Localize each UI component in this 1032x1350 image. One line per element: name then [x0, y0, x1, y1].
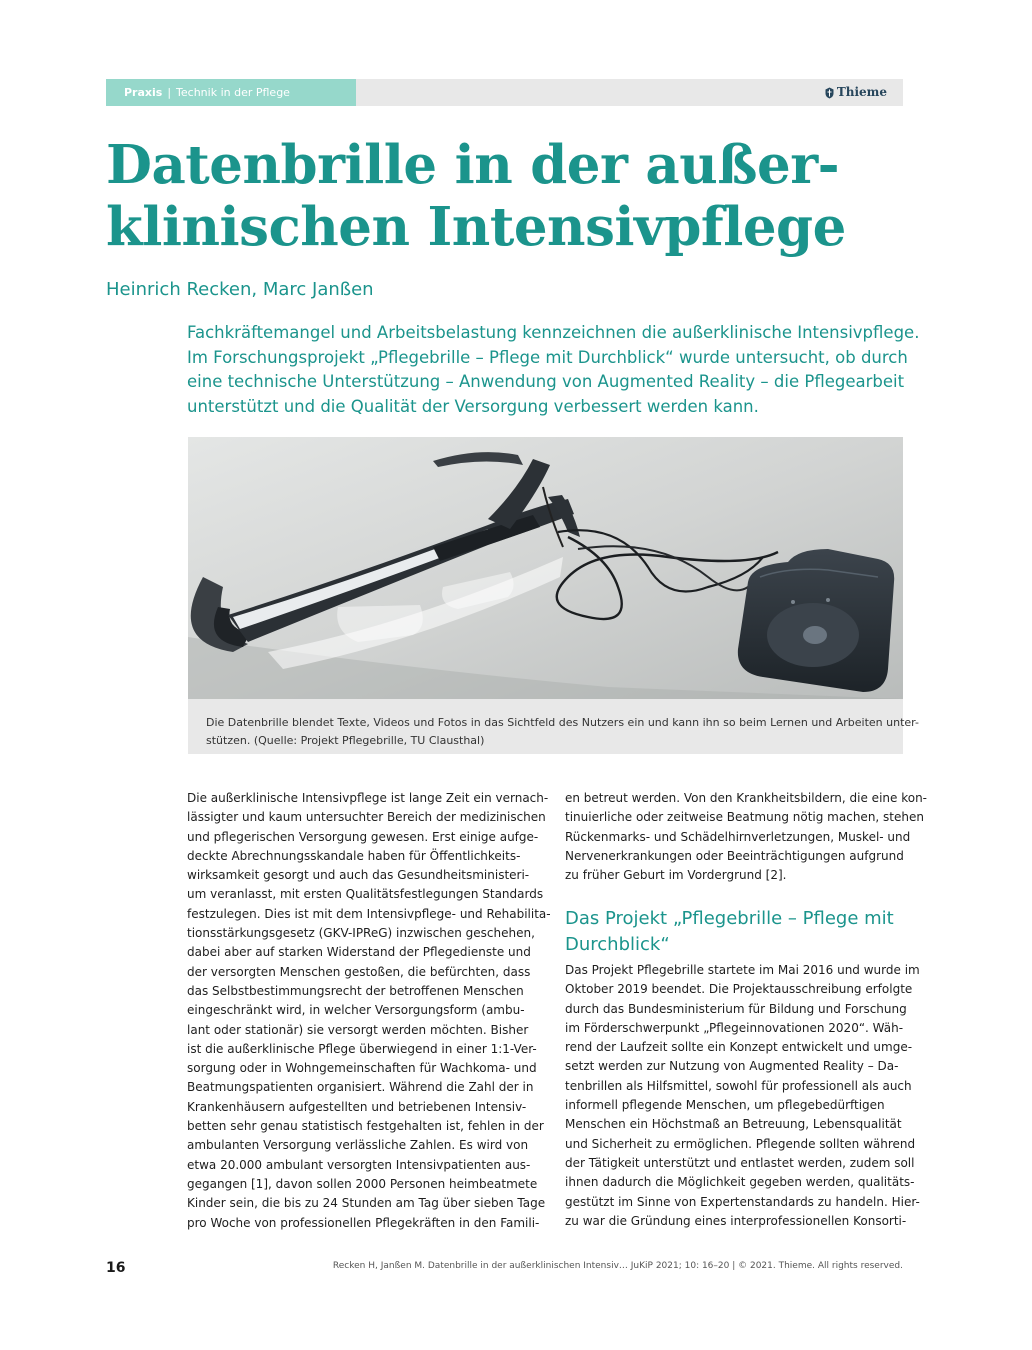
- body-line: zu war die Gründung eines interprofessionellen Konsorti-: [565, 1213, 907, 1228]
- body-column-right-top: [565, 789, 927, 885]
- footer-citation: Recken H, Janßen M. Datenbrille in der außerklinischen Intensiv… JuKiP 2021; 10: 16–20 | © 2021. Thieme. All rights reserved.: [332, 1261, 903, 1271]
- body-line: Oktober 2019 beendet. Die Projektausschreibung erfolgte: [565, 982, 913, 997]
- body-line: etwa 20.000 ambulant versorgten Intensivpatienten aus-: [187, 1157, 531, 1172]
- smart-glasses-photo: [188, 437, 903, 699]
- body-line: informell pflegende Menschen, um pflegebedürftigen: [565, 1098, 885, 1113]
- body-line: der versorgten Menschen gestoßen, die befürchten, dass: [187, 964, 531, 979]
- body-line: um veranlasst, mit ersten Qualitätsfestlegungen Standards: [187, 887, 544, 902]
- page-number: 16: [106, 1260, 126, 1276]
- article-authors: Heinrich Recken, Marc Janßen: [106, 279, 374, 300]
- caption-line: Die Datenbrille blendet Texte, Videos und Fotos in das Sichtfeld des Nutzers ein und kann ihn so beim Lernen und Arbeiten unter-: [206, 716, 919, 729]
- body-line: betten sehr genau statistisch festgehalten ist, fehlen in der: [187, 1119, 544, 1134]
- heading-line: Durchblick“: [565, 934, 670, 955]
- body-line: ist die außerklinische Pflege überwiegend in einer 1:1-Ver-: [187, 1041, 537, 1056]
- lead-line: eine technische Unterstützung – Anwendung von Augmented Reality – die Pflegearbeit: [187, 372, 905, 392]
- body-column-left: [187, 789, 551, 1233]
- body-line: Kinder sein, die bis zu 24 Stunden am Tag über sieben Tage: [187, 1196, 546, 1211]
- body-line: Nervenerkrankungen oder Beeinträchtigungen aufgrund: [565, 848, 904, 863]
- body-line: lässigter und kaum untersuchter Bereich der medizinischen: [187, 810, 546, 825]
- body-line: eingeschränkt wird, in welcher Versorgungsform (ambu-: [187, 1003, 525, 1018]
- body-line: im Förderschwerpunkt „Pflegeinnovationen 2020“. Wäh-: [565, 1020, 904, 1035]
- body-line: und pflegerischen Versorgung gewesen. Erst einige aufge-: [187, 829, 539, 844]
- body-line: Die außerklinische Intensivpflege ist lange Zeit ein vernach-: [187, 791, 549, 805]
- body-line: deckte Abrechnungsskandale haben für Öffentlichkeits-: [187, 848, 521, 863]
- body-line: gegangen [1], davon sollen 2000 Personen heimbeatmete: [187, 1176, 538, 1191]
- body-line: Das Projekt Pflegebrille startete im Mai 2016 und wurde im: [565, 963, 920, 977]
- body-line: zu früher Geburt im Vordergrund [2].: [565, 868, 787, 883]
- body-line: der Tätigkeit unterstützt und entlastet werden, zudem soll: [565, 1155, 915, 1170]
- body-line: rend der Laufzeit sollte ein Konzept entwickelt und umge-: [565, 1040, 913, 1055]
- body-line: gestützt im Sinne von Expertenstandards zu handeln. Hier-: [565, 1194, 920, 1209]
- body-column-right-bottom: [565, 961, 920, 1231]
- section-tab: [106, 79, 356, 106]
- body-line: das Selbstbestimmungsrecht der betroffenen Menschen: [187, 983, 524, 998]
- body-line: festzulegen. Dies ist mit dem Intensivpflege- und Rehabilita-: [187, 906, 551, 921]
- body-line: durch das Bundesministerium für Bildung und Forschung: [565, 1001, 907, 1016]
- heading-line: Das Projekt „Pflegebrille – Pflege mit: [565, 908, 894, 929]
- body-line: setzt werden zur Nutzung von Augmented Reality – Da-: [565, 1059, 899, 1074]
- lead-line: unterstützt und die Qualität der Versorgung verbessert werden kann.: [187, 396, 759, 416]
- lead-line: Im Forschungsprojekt „Pflegebrille – Pflege mit Durchblick“ wurde untersucht, ob durch: [187, 347, 908, 367]
- section-label: Praxis: [124, 86, 163, 99]
- figure-caption: [188, 699, 919, 754]
- running-header: [106, 79, 903, 106]
- caption-line: stützen. (Quelle: Projekt Pflegebrille, TU Clausthal): [206, 734, 485, 747]
- body-line: Krankenhäusern aufgestellten und betriebenen Intensiv-: [187, 1099, 527, 1114]
- body-line: tionsstärkungsgesetz (GKV-IPReG) inzwischen geschehen,: [187, 926, 535, 941]
- body-line: ambulanten Versorgung verlässliche Zahlen. Es wird von: [187, 1138, 529, 1153]
- subsection-label: Technik in der Pflege: [176, 86, 290, 99]
- body-line: Beatmungspatienten organisiert. Während die Zahl der in: [187, 1080, 534, 1095]
- body-line: tinuierliche oder zeitweise Beatmung nötig machen, stehen: [565, 810, 924, 825]
- article-lead: [187, 321, 920, 419]
- article-photo: [188, 437, 903, 699]
- body-line: dabei aber auf starken Widerstand der Pflegedienste und: [187, 945, 531, 960]
- lead-line: Fachkräftemangel und Arbeitsbelastung kennzeichnen die außerklinische Intensivpflege.: [187, 323, 920, 342]
- body-line: wirksamkeit gesorgt und auch das Gesundheitsministeri-: [187, 868, 530, 883]
- body-line: Menschen ein Höchstmaß an Betreuung, Lebensqualität: [565, 1117, 902, 1132]
- body-line: sorgung oder in Wohngemeinschaften für Wachkoma- und: [187, 1061, 537, 1076]
- body-line: en betreut werden. Von den Krankheitsbildern, die eine kon-: [565, 791, 927, 805]
- section-separator: |: [167, 86, 172, 99]
- body-line: Rückenmarks- und Schädelhirnverletzungen, Muskel- und: [565, 829, 911, 844]
- section-heading: [565, 906, 903, 958]
- body-line: lant oder stationär) sie versorgt werden möchten. Bisher: [187, 1022, 529, 1037]
- body-line: ihnen dadurch die Möglichkeit gegeben werden, qualitäts-: [565, 1175, 915, 1190]
- publisher-name: Thieme: [836, 85, 887, 99]
- title-line: Datenbrille in der außer-: [106, 134, 840, 196]
- article-title: [106, 134, 906, 258]
- thieme-emblem-icon: [825, 87, 834, 99]
- title-line: klinischen Intensivpflege: [106, 196, 846, 258]
- body-line: und Sicherheit zu ermöglichen. Pflegende sollten während: [565, 1136, 916, 1151]
- body-line: tenbrillen als Hilfsmittel, sowohl für professionell als auch: [565, 1078, 912, 1093]
- publisher-logo: [825, 79, 887, 106]
- body-line: pro Woche von professionellen Pflegekräften in den Famili-: [187, 1215, 540, 1230]
